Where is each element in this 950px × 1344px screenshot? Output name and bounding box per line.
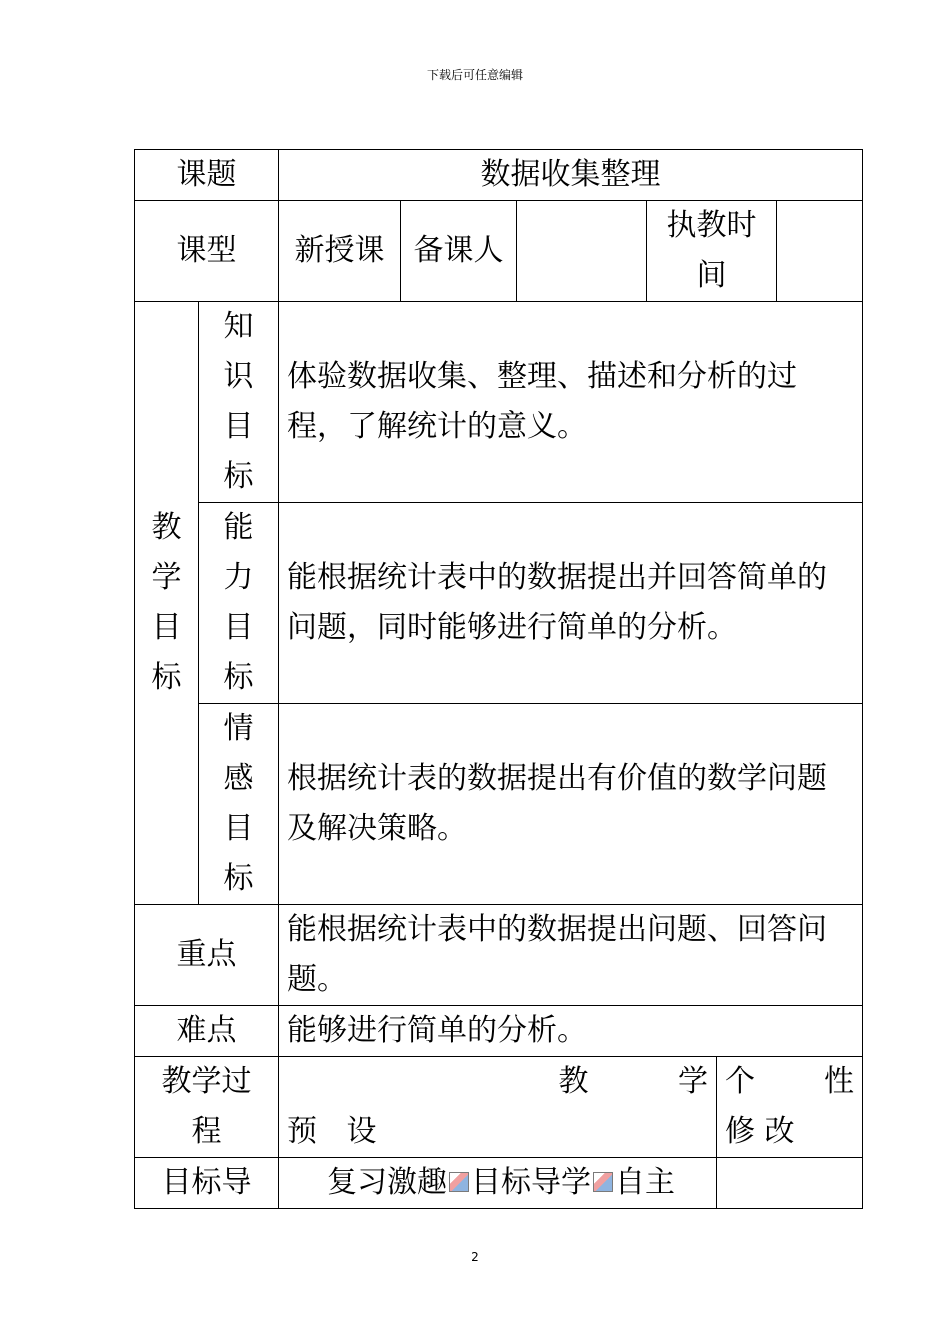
teach-time-value	[777, 201, 863, 302]
personal-modify-cell	[717, 1158, 863, 1209]
teaching-goals-char: 教	[151, 510, 182, 545]
type-label: 课型	[135, 201, 279, 302]
preparer-label: 备课人	[401, 201, 517, 302]
preparer-value	[517, 201, 647, 302]
personal-modify-header	[717, 1057, 863, 1158]
personal-modify-line1: 个 性	[725, 1064, 855, 1099]
knowledge-goal-char: 知	[223, 309, 254, 344]
teaching-preset-line1: 教 学	[558, 1064, 708, 1099]
arrow-image-icon	[593, 1172, 613, 1192]
teaching-goals-label	[135, 302, 199, 905]
knowledge-goal-label	[199, 302, 279, 503]
page-number: 2	[471, 1250, 479, 1264]
emotion-goal-char: 情	[223, 711, 254, 746]
flow-step: 目标导学	[471, 1165, 591, 1200]
emotion-goal-char: 感	[223, 761, 254, 796]
ability-goal-char: 目	[223, 610, 254, 645]
emotion-goal-label	[199, 704, 279, 905]
teach-time-label	[647, 201, 777, 302]
teaching-goals-char: 标	[151, 660, 182, 695]
type-value: 新授课	[279, 201, 401, 302]
teaching-process-label	[135, 1057, 279, 1158]
knowledge-goal-text: 体验数据收集、整理、描述和分析的过程，了解统计的意义。	[279, 302, 863, 503]
ability-goal-char: 能	[223, 510, 254, 545]
emotion-goal-text: 根据统计表的数据提出有价值的数学问题及解决策略。	[279, 704, 863, 905]
teaching-process-line2: 程	[191, 1114, 222, 1149]
ability-goal-label	[199, 503, 279, 704]
knowledge-goal-char: 识	[223, 359, 254, 394]
difficulty-text: 能够进行简单的分析。	[279, 1006, 863, 1057]
teaching-preset-line2: 预 设	[287, 1114, 377, 1149]
emotion-goal-char: 标	[223, 861, 254, 896]
teach-time-label-line2: 间	[696, 258, 727, 293]
ability-goal-char: 力	[223, 560, 254, 595]
knowledge-goal-char: 标	[223, 459, 254, 494]
goal-guide-label: 目标导	[135, 1158, 279, 1209]
key-point-label: 重点	[135, 905, 279, 1006]
difficulty-label: 难点	[135, 1006, 279, 1057]
teaching-flow	[279, 1158, 717, 1209]
teach-time-label-line1: 执教时	[666, 208, 757, 243]
topic-label: 课题	[135, 150, 279, 201]
flow-step: 自主	[615, 1165, 675, 1200]
key-point-text: 能根据统计表中的数据提出问题、回答问题。	[279, 905, 863, 1006]
ability-goal-char: 标	[223, 660, 254, 695]
knowledge-goal-char: 目	[223, 409, 254, 444]
personal-modify-line2: 修 改	[725, 1114, 795, 1149]
teaching-goals-char: 学	[151, 560, 182, 595]
lesson-plan-table	[134, 149, 863, 1209]
ability-goal-text: 能根据统计表中的数据提出并回答简单的问题，同时能够进行简单的分析。	[279, 503, 863, 704]
teaching-process-line1: 教学过	[161, 1064, 252, 1099]
teaching-goals-char: 目	[151, 610, 182, 645]
header-note: 下载后可任意编辑	[426, 68, 523, 82]
arrow-image-icon	[449, 1172, 469, 1192]
flow-step: 复习激趣	[327, 1165, 447, 1200]
teaching-preset-header	[279, 1057, 717, 1158]
emotion-goal-char: 目	[223, 811, 254, 846]
topic-value: 数据收集整理	[279, 150, 863, 201]
